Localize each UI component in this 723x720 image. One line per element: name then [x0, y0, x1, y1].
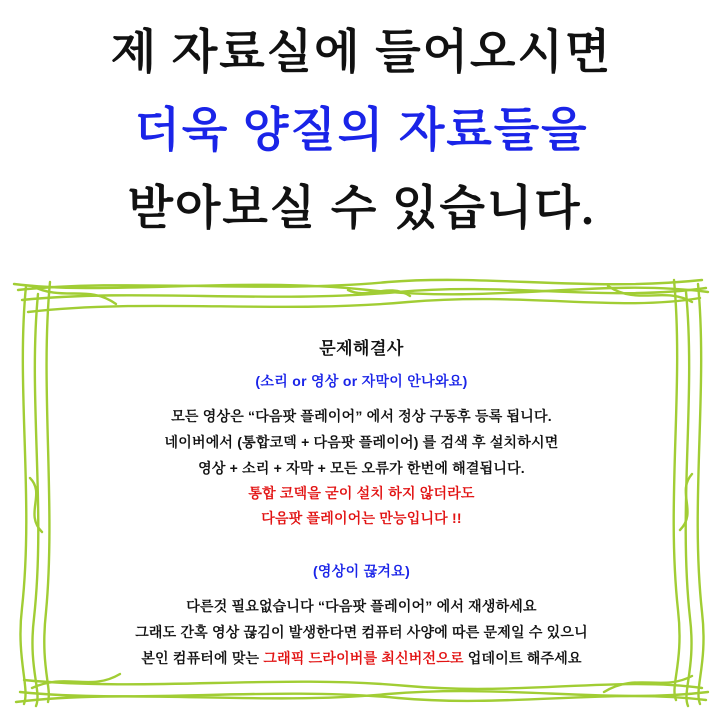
section2-subhead: (영상이 끊겨요) — [312, 563, 411, 579]
section2-last-line-post: 업데이트 해주세요 — [463, 650, 582, 666]
headline-block — [0, 14, 723, 248]
panel-content — [40, 290, 683, 671]
section2-line-1: 다른것 필요없습니다 “다음팟 플레이어” 에서 재생하세요 — [186, 598, 537, 614]
section2-last-line-pre: 본인 컴퓨터에 맞는 — [141, 650, 264, 666]
section2-line-2: 그래도 간혹 영상 끊김이 발생한다면 컴퓨터 사양에 따른 문제일 수 있으니 — [135, 624, 588, 640]
section1-red-line-1: 통합 코덱을 굳이 설치 하지 않더라도 — [248, 485, 475, 501]
section2-last-line-highlight: 그래픽 드라이버를 최신버전으로 — [263, 650, 464, 666]
section1-red-line-2: 다음팟 플레이어는 만능입니다 !! — [261, 510, 462, 526]
section1-line-2: 네이버에서 (통합코덱 + 다음팟 플레이어) 를 검색 후 설치하시면 — [164, 434, 559, 450]
section1-subhead: (소리 or 영상 or 자막이 안나와요) — [255, 373, 468, 389]
section2-last-line — [40, 645, 683, 671]
headline-line-1: 제 자료실에 들어오시면 — [110, 27, 613, 79]
section1-line-3: 영상 + 소리 + 자막 + 모든 오류가 한번에 해결됩니다. — [198, 460, 525, 476]
headline-line-2: 더욱 양질의 자료들을 — [134, 105, 589, 157]
panel-title: 문제해결사 — [319, 339, 404, 358]
headline-line-3: 받아보실 수 있습니다. — [127, 183, 596, 235]
section-spacer — [40, 531, 683, 561]
section1-line-1: 모든 영상은 “다음팟 플레이어” 에서 정상 구동후 등록 됩니다. — [171, 408, 552, 424]
